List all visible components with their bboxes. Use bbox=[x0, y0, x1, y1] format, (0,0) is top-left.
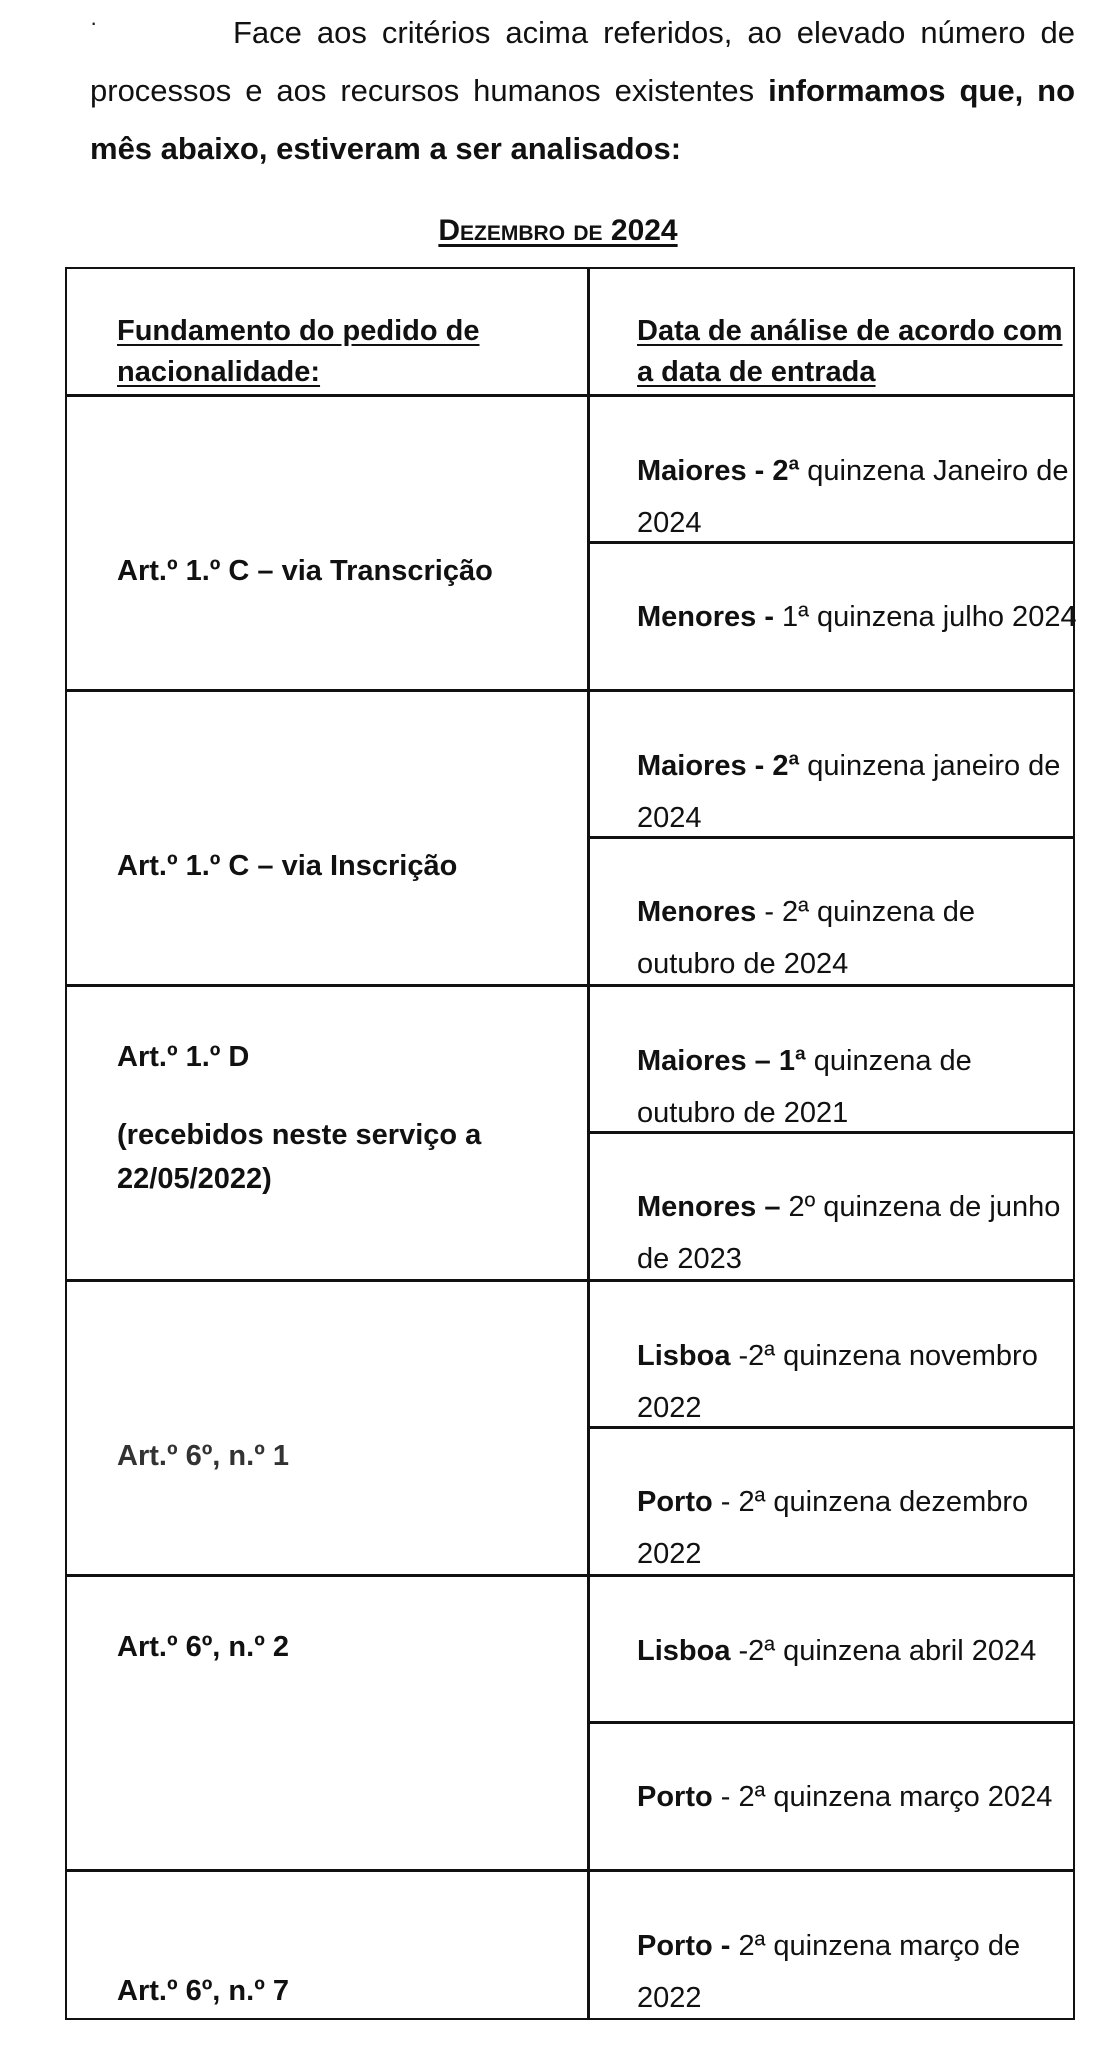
row-entry: Menores - 2ª quinzena de outubro de 2024 bbox=[637, 896, 975, 980]
header-data-analise: Data de análise de acordo com a data de entrada bbox=[637, 315, 1063, 388]
row-entry: Porto - 2ª quinzena dezembro 2022 bbox=[637, 1486, 1029, 1570]
sub-row-divider bbox=[587, 1721, 1073, 1724]
row-entry: Maiores - 2ª quinzena Janeiro de 2024 bbox=[637, 455, 1069, 539]
row-entry: Maiores – 1ª quinzena de outubro de 2021 bbox=[637, 1045, 972, 1129]
row-note: (recebidos neste serviço a 22/05/2022) bbox=[117, 1119, 482, 1195]
row-entry: Maiores - 2ª quinzena janeiro de 2024 bbox=[637, 750, 1061, 834]
row-fundamento: Art.º 6º, n.º 1 bbox=[117, 1440, 289, 1472]
row-fundamento: Art.º 1.º D bbox=[117, 1041, 250, 1073]
row-divider bbox=[67, 689, 1073, 692]
row-entry: Lisboa -2ª quinzena novembro 2022 bbox=[637, 1340, 1038, 1424]
row-divider bbox=[67, 1574, 1073, 1577]
row-fundamento: Art.º 1.º C – via Transcrição bbox=[117, 555, 493, 587]
sub-row-divider bbox=[587, 541, 1073, 544]
sub-row-divider bbox=[587, 836, 1073, 839]
row-entry: Porto - 2ª quinzena março de 2022 bbox=[637, 1930, 1021, 2014]
row-divider bbox=[67, 1279, 1073, 1282]
row-entry: Lisboa -2ª quinzena abril 2024 bbox=[637, 1635, 1037, 1667]
intro-bold-text: informamos que, no mês abaixo, estiveram a ser analisados: bbox=[90, 73, 1075, 166]
row-entry: Menores - 1ª quinzena julho 2024 bbox=[637, 601, 1077, 633]
row-entry: Menores – 2º quinzena de junho de 2023 bbox=[637, 1191, 1061, 1275]
row-entry: Porto - 2ª quinzena março 2024 bbox=[637, 1781, 1053, 1813]
row-fundamento: Art.º 1.º C – via Inscrição bbox=[117, 850, 458, 882]
column-divider bbox=[587, 269, 590, 2018]
row-divider bbox=[67, 394, 1073, 397]
sub-row-divider bbox=[587, 1426, 1073, 1429]
row-divider bbox=[67, 1869, 1073, 1872]
sub-row-divider bbox=[587, 1131, 1073, 1134]
row-fundamento: Art.º 6º, n.º 7 bbox=[117, 1975, 289, 2007]
section-title: Dezembro de 2024 bbox=[438, 214, 678, 247]
header-fundamento: Fundamento do pedido de nacionalidade: bbox=[117, 315, 480, 388]
row-divider bbox=[67, 984, 1073, 987]
analysis-table bbox=[65, 267, 1075, 2020]
intro-lead-text: Face aos critérios acima referidos, ao elevado número de processos e aos recursos humanos existentes bbox=[90, 15, 1075, 108]
row-fundamento: Art.º 6º, n.º 2 bbox=[117, 1631, 289, 1663]
bullet-marker: · bbox=[90, 10, 98, 35]
intro-paragraph bbox=[90, 4, 1075, 178]
